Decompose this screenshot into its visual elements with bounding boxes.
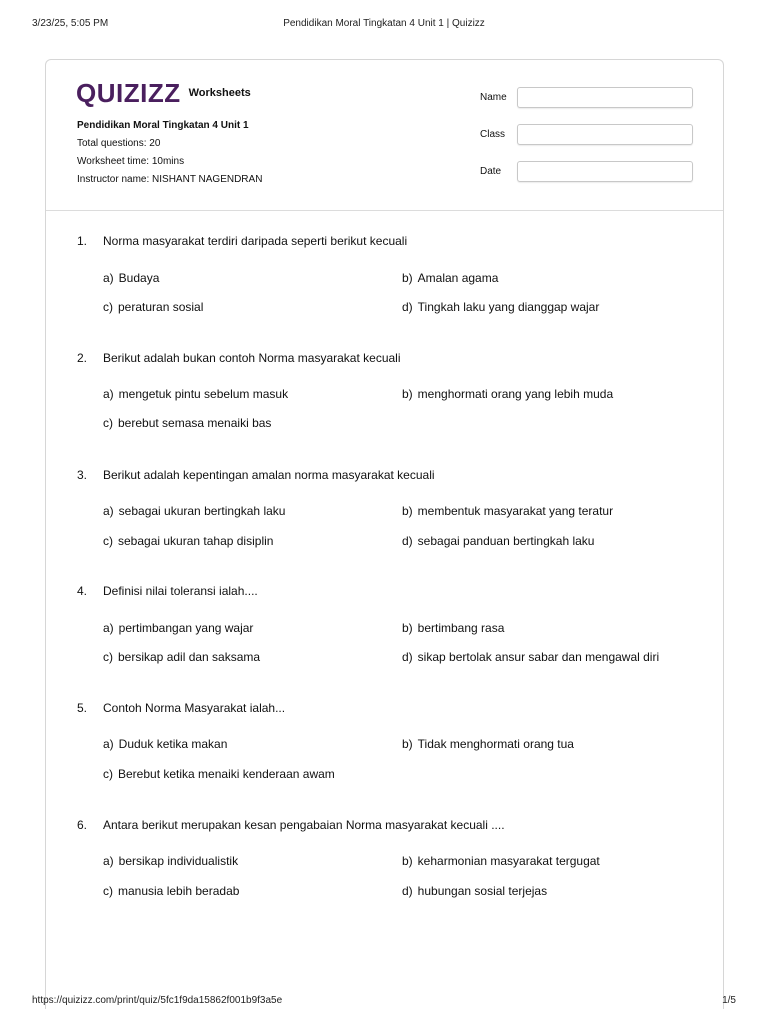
option-a: a) Budaya xyxy=(103,271,160,285)
quizizz-logo xyxy=(76,78,251,108)
option-b: b) menghormati orang yang lebih muda xyxy=(402,387,614,401)
option-c: c) manusia lebih beradab xyxy=(103,884,240,898)
option-b: b) keharmonian masyarakat tergugat xyxy=(402,854,600,868)
question-text: Berikut adalah kepentingan amalan norma masyarakat kecuali xyxy=(103,468,435,482)
date-label: Date xyxy=(480,166,502,177)
option-d: d) sebagai panduan bertingkah laku xyxy=(402,534,595,548)
worksheet-title: Pendidikan Moral Tingkatan 4 Unit 1 xyxy=(77,120,249,131)
logo-wordmark: QUIZIZZ xyxy=(76,78,181,108)
option-a: a) mengetuk pintu sebelum masuk xyxy=(103,387,289,401)
name-label: Name xyxy=(480,92,507,103)
option-b: b) membentuk masyarakat yang teratur xyxy=(402,504,614,518)
question-text: Berikut adalah bukan contoh Norma masyarakat kecuali xyxy=(103,351,401,365)
print-header xyxy=(32,18,736,32)
option-a: a) bersikap individualistik xyxy=(103,854,239,868)
question-text: Contoh Norma Masyarakat ialah... xyxy=(103,701,286,715)
print-page-number: 1/5 xyxy=(722,995,736,1006)
option-d: d) sikap bertolak ansur sabar dan mengawal diri xyxy=(402,650,660,664)
option-a: a) pertimbangan yang wajar xyxy=(103,621,254,635)
print-url: https://quizizz.com/print/quiz/5fc1f9da15862f001b9f3a5e xyxy=(32,995,283,1006)
question-number: 1. xyxy=(77,234,88,248)
logo-sub-label: Worksheets xyxy=(188,87,251,99)
question-number: 4. xyxy=(77,584,88,598)
question-text: Norma masyarakat terdiri daripada seperti berikut kecuali xyxy=(103,234,408,248)
option-c: c) Berebut ketika menaiki kenderaan awam xyxy=(103,767,335,781)
option-c: c) bersikap adil dan saksama xyxy=(103,650,261,664)
option-b: b) bertimbang rasa xyxy=(402,621,505,635)
option-b: b) Amalan agama xyxy=(402,271,499,285)
question-number: 3. xyxy=(77,468,88,482)
option-c: c) peraturan sosial xyxy=(103,300,204,314)
question-number: 2. xyxy=(77,351,88,365)
print-footer xyxy=(32,995,736,1009)
worksheet-header xyxy=(46,60,723,211)
option-d: d) Tingkah laku yang dianggap wajar xyxy=(402,300,600,314)
class-field[interactable] xyxy=(517,124,693,145)
worksheet-time: Worksheet time: 10mins xyxy=(77,156,185,167)
total-questions: Total questions: 20 xyxy=(77,138,161,149)
name-field[interactable] xyxy=(517,87,693,108)
print-datetime: 3/23/25, 5:05 PM xyxy=(32,18,109,29)
instructor-name: Instructor name: NISHANT NAGENDRAN xyxy=(77,174,263,185)
worksheet-sheet xyxy=(45,59,724,1009)
option-c: c) sebagai ukuran tahap disiplin xyxy=(103,534,274,548)
question-number: 6. xyxy=(77,818,88,832)
option-d: d) hubungan sosial terjejas xyxy=(402,884,548,898)
question-text: Definisi nilai toleransi ialah.... xyxy=(103,584,258,598)
option-b: b) Tidak menghormati orang tua xyxy=(402,737,574,751)
question-number: 5. xyxy=(77,701,88,715)
class-label: Class xyxy=(480,129,506,140)
option-a: a) Duduk ketika makan xyxy=(103,737,228,751)
option-c: c) berebut semasa menaiki bas xyxy=(103,416,272,430)
option-a: a) sebagai ukuran bertingkah laku xyxy=(103,504,286,518)
print-page-title: Pendidikan Moral Tingkatan 4 Unit 1 | Quizizz xyxy=(283,18,485,29)
date-field[interactable] xyxy=(517,161,693,182)
question-text: Antara berikut merupakan kesan pengabaian Norma masyarakat kecuali .... xyxy=(103,818,505,832)
